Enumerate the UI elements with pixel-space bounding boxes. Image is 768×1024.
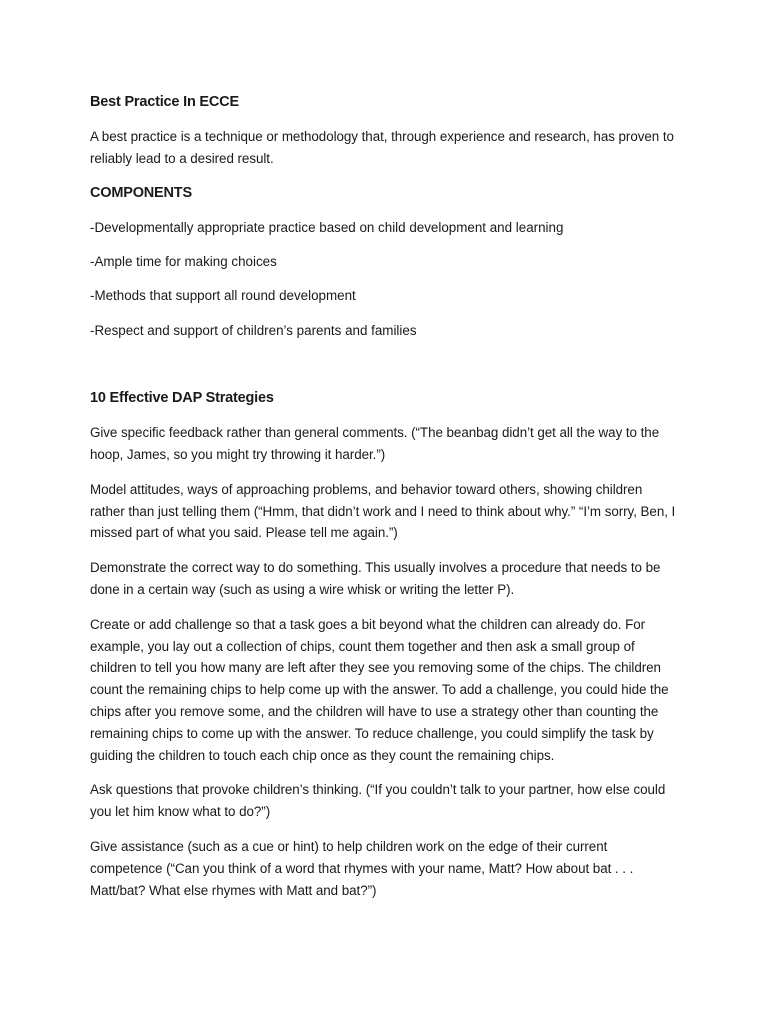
strategy-paragraph: Create or add challenge so that a task goes a bit beyond what the children can already do. For example, you lay out a collection of chips, count them together and then ask a small group of children to tell you how many are left after they see you removing some of the chips. The children count the remaining chips to help come up with the answer. To add a challenge, you could hide the chips after you remove some, and the children will have to use a strategy other than counting the remaining chips to come up with the answer. To reduce challenge, you could simplify the task by guiding the children to touch each chip once as they count the remaining chips. [90,616,669,763]
document-page [90,92,680,914]
component-item: -Methods that support all round development [90,288,356,304]
section-title-best-practice: Best Practice In ECCE [90,94,239,110]
strategy-paragraph: Demonstrate the correct way to do something. This usually involves a procedure that needs to be done in a certain way (such as using a wire whisk or writing the letter P). [90,560,661,597]
strategy-paragraph: Give specific feedback rather than general comments. (“The beanbag didn’t get all the way to the hoop, James, so you might try throwing it harder.”) [90,425,660,462]
strategy-paragraph: Give assistance (such as a cue or hint) to help children work on the edge of their current competence (“Can you think of a word that rhymes with your name, Matt? How about bat . . . Matt/bat? What else rhymes with Matt and bat?”) [90,838,634,898]
section-spacer [90,354,680,388]
component-item: -Respect and support of children’s parents and families [90,322,417,338]
strategies-title: 10 Effective DAP Strategies [90,390,274,407]
components-title: COMPONENTS [90,184,192,201]
strategy-paragraph: Model attitudes, ways of approaching problems, and behavior toward others, showing children rather than just telling them (“Hmm, that didn’t work and I need to think about why.” “I’m sorry, Ben, I missed part of what you said. Please tell me again.”) [90,481,676,541]
strategy-paragraph: Ask questions that provoke children’s thinking. (“If you couldn’t talk to your partner, how else could you let him know what to do?”) [90,782,666,820]
component-item: -Ample time for making choices [90,253,277,269]
best-practice-definition: A best practice is a technique or methodology that, through experience and research, has proven to reliably lead to a desired result. [90,129,674,166]
component-item: -Developmentally appropriate practice based on child development and learning [90,219,564,235]
